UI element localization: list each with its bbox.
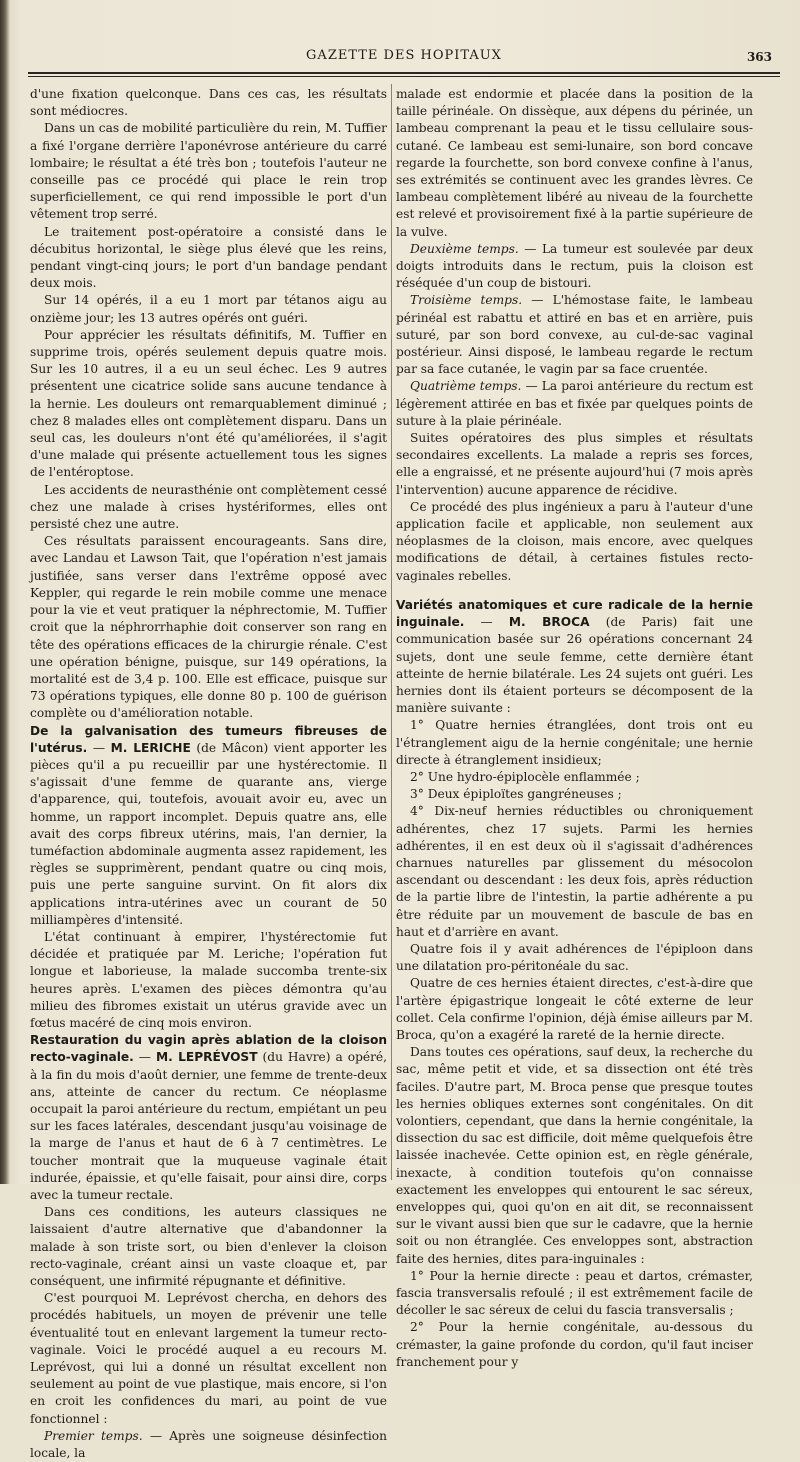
- step-label: Deuxième temps.: [410, 241, 519, 256]
- author-name: M. LEPRÉVOST: [156, 1050, 258, 1065]
- paragraph: [396, 717, 753, 769]
- paragraph: [30, 1032, 387, 1204]
- paragraph-text: — La tumeur est soulevée par deux doigts introduits dans le rectum, puis la cloison est réséquée d'un coup de bistouri.: [396, 241, 753, 291]
- paragraph: [396, 1268, 753, 1320]
- section-heading: De la galvanisation des tumeurs fibreuses de l'utérus.: [30, 723, 387, 755]
- paragraph-text: Quatre fois il y avait adhérences de l'épiploon dans une dilatation pro-péritonéale du sac.: [396, 941, 753, 974]
- paragraph-text: — La paroi antérieure du rectum est légèrement attirée en bas et fixée par quelques points de suture à la plaie périnéale.: [396, 379, 753, 428]
- step-label: Troisième temps.: [410, 293, 523, 308]
- paragraph-text: Ces résultats paraissent encourageants. Sans dire, avec Landau et Lawson Tait, que l'opération n'est jamais justifiée, sans verser dans l'extrême opposé avec Keppler, qui regarde le rein mobile comme une menace pour la vie et veut pratiquer la néphrectomie, M. Tuffier croit que la néphrorrhaphie doit conserver son rang en tête des opérations efficaces de la chirurgie rénale. C'est une opération bénigne, puisque, sur 149 opérations, la mortalité est de 3,4 p. 100. Elle est efficace, puisque sur 73 opérations typiques, elle donne 80 p. 100 de guérison complète ou d'amélioration notable.: [30, 534, 387, 721]
- paragraph: [396, 597, 753, 717]
- paragraph-text: — L'hémostase faite, le lambeau périnéal est rabattu et attiré en bas et en arrière, puis suturé, par son bord convexe, au cul-de-sac vaginal postérieur. Ainsi disposé, le lambeau regarde le rectum par sa face cutanée, le vagin par sa face cruentée.: [396, 293, 754, 377]
- author-name: M. LERICHE: [110, 740, 191, 755]
- left-text-column: [30, 86, 388, 1461]
- paragraph-text: 2° Pour la hernie congénitale, au-dessous du crémaster, la gaine profonde du cordon, qu'il faut inciser franchement pour y: [396, 1320, 753, 1369]
- paragraph-text: Sur 14 opérés, il a eu 1 mort par tétanos aigu au onzième jour; les 13 autres opérés ont guéri.: [30, 293, 387, 325]
- paragraph: [30, 482, 387, 534]
- paragraph: [30, 1428, 387, 1462]
- paragraph-text: (du Havre) a opéré, à la fin du mois d'août dernier, une femme de trente-deux ans, atteinte de cancer du rectum. Ce néoplasme occupait la paroi antérieure du rectum, empiétant un peu sur les faces latérales, descendant jusqu'au voisinage de la marge de l'anus et haut de 6 à 7 centimètres. Le toucher montrait que la muqueuse vaginale était indurée, épaissie, et qu'elle faisait, pour ainsi dire, corps avec la tumeur rectale.: [30, 1050, 388, 1202]
- paragraph: [396, 803, 753, 941]
- paragraph: [396, 430, 753, 499]
- paragraph: [396, 1044, 753, 1268]
- paragraph-text: d'une fixation quelconque. Dans ces cas, les résultats sont médiocres.: [30, 87, 387, 119]
- paragraph: [30, 292, 387, 326]
- section-heading: Variétés anatomiques et cure radicale de la hernie inguinale.: [396, 597, 753, 630]
- paragraph: [396, 769, 753, 786]
- paragraph: [396, 499, 753, 585]
- paragraph: [30, 327, 387, 482]
- paragraph-text: Le traitement post-opératoire a consisté dans le décubitus horizontal, le siège plus élevé que les reins, pendant vingt-cinq jours; le port d'un bandage pendant deux mois.: [30, 224, 387, 291]
- paragraph: [30, 723, 387, 929]
- paragraph-text: (de Mâcon) vient apporter les pièces qu'il a pu recueillir par une hystérectomie. Il s'agissait d'une femme de quarante ans, vierge d'apparence, qui, toutefois, avouait avoir eu, avec un homme, un rapport incomplet. Depuis quatre ans, elle avait des corps fibreux utérins, mais, l'an dernier, la tuméfaction abdominale augmenta assez rapidement, les règles se supprimèrent, pendant quatre ou cinq mois, puis une perte sanguine survint. On fit alors dix applications intra-utérines avec un courant de 50 milliampères d'intensité.: [30, 740, 388, 927]
- paragraph: [30, 533, 387, 722]
- column-divider: [391, 84, 392, 1180]
- page-number: 363: [746, 50, 772, 64]
- paragraph-text: 2° Une hydro-épiplocèle enflammée ;: [410, 769, 640, 784]
- paragraph-text: Dans un cas de mobilité particulière du rein, M. Tuffier a fixé l'organe derrière l'aponévrose antérieure du carré lombaire; le résultat a été très bon ; toutefois l'auteur ne conseille pas ce procédé qui place le rein trop superficiellement, ce qui rend impossible le port d'un vêtement trop serré.: [30, 121, 387, 222]
- page-binding-edge: [0, 0, 10, 1184]
- paragraph: [30, 224, 387, 293]
- step-label: Quatrième temps.: [410, 379, 522, 394]
- paragraph: [30, 120, 387, 223]
- right-text-column: [396, 86, 754, 1369]
- header-rule-thick: [28, 72, 780, 74]
- paragraph: [30, 86, 387, 120]
- paragraph-text: malade est endormie et placée dans la position de la taille périnéale. On dissèque, aux dépens du périnée, un lambeau comprenant la peau et le tissu cellulaire sous-cutané. Ce lambeau est semi-lunaire, son bord concave regarde la fourchette, son bord convexe confine à l'anus, ses extrémités se continuent avec les grandes lèvres. Ce lambeau complètement libéré au niveau de la fourchette est relevé et provisoirement fixé à la partie supérieure de la vulve.: [396, 87, 753, 239]
- paragraph-text: (de Paris) fait une communication basée sur 26 opérations concernant 24 sujets, dont une seule femme, cette dernière étant atteinte de hernie bilatérale. Les 24 sujets ont guéri. Les hernies dont ils étaient porteurs se décomposent de la manière suivante :: [396, 615, 754, 716]
- dash-separator: —: [464, 615, 509, 630]
- paragraph: [30, 1204, 387, 1290]
- paragraph: [396, 941, 753, 975]
- paragraph-text: Suites opératoires des plus simples et résultats secondaires excellents. La malade a repris ses forces, elle a engraissé, et ne présente aujourd'hui (7 mois après l'intervention) aucune apparence de récidive.: [396, 431, 753, 497]
- paragraph: [396, 975, 753, 1044]
- step-label: Premier temps.: [44, 1428, 143, 1443]
- paragraph: [396, 786, 753, 803]
- paragraph: [396, 86, 753, 241]
- paragraph-text: 3° Deux épiploïtes gangréneuses ;: [410, 787, 622, 802]
- paragraph-text: Dans toutes ces opérations, sauf deux, la recherche du sac, même petit et vide, et sa dissection ont été très faciles. D'autre part, M. Broca pense que presque toutes les hernies obliques externes sont congénitales. On dit volontiers, cependant, que dans la hernie congénitale, la dissection du sac est difficile, doit même quelquefois être laissée inachevée. Cette opinion est, en règle générale, inexacte, à condition toutefois qu'on connaisse exactement les enveloppes qui entourent le sac séreux, enveloppes qui, quoi qu'on en ait dit, se reconnaissent sur le vivant aussi bien que sur le cadavre, que la hernie soit ou non étranglée. Ces enveloppes sont, abstraction faite des hernies, dites para-inguinales :: [396, 1045, 753, 1266]
- paragraph-text: 1° Pour la hernie directe : peau et dartos, crémaster, fascia transversalis refoulé ; il est extrêmement facile de décoller le sac séreux de celui du fascia transversalis ;: [396, 1268, 753, 1318]
- paragraph-text: Les accidents de neurasthénie ont complètement cessé chez une malade à crises hystériformes, elles ont persisté chez une autre.: [30, 482, 387, 532]
- paragraph-text: C'est pourquoi M. Leprévost chercha, en dehors des procédés habituels, un moyen de prévenir une telle éventualité tout en enlevant largement la tumeur recto-vaginale. Voici le procédé auquel a eu recours M. Leprévost, qui lui a donné un résultat excellent non seulement au point de vue plastique, mais encore, si l'on en croit les confidences du mari, au point de vue fonctionnel :: [30, 1291, 387, 1426]
- running-header: [28, 44, 780, 74]
- journal-title: GAZETTE DES HOPITAUX: [306, 48, 502, 63]
- paragraph-text: 4° Dix-neuf hernies réductibles ou chroniquement adhérentes, chez 17 sujets. Parmi les hernies adhérentes, il en est deux où il s'agissait d'adhérences charnues naturelles par glissement du mésocolon ascendant ou descendant : les deux fois, après réduction de la partie libre de l'intestin, la partie adhérente a pu être réduite par un mouvement de bascule de bas en haut et d'arrière en avant.: [396, 804, 753, 939]
- paragraph: [396, 292, 753, 378]
- author-name: M. BROCA: [508, 615, 590, 630]
- section-heading: Restauration du vagin après ablation de la cloison recto-vaginale.: [30, 1033, 387, 1065]
- paragraph-text: Ce procédé des plus ingénieux a paru à l'auteur d'une application facile et applicable, non seulement aux néoplasmes de la cloison, mais encore, avec quelques modifications de détail, à certaines fistules recto-vaginales rebelles.: [396, 499, 753, 583]
- paragraph-text: — Après une soigneuse désinfection locale, la: [30, 1428, 387, 1461]
- paragraph-text: 1° Quatre hernies étranglées, dont trois ont eu l'étranglement aigu de la hernie congénitale; une hernie directe à étranglement insidieux;: [396, 718, 753, 767]
- paragraph-text: Dans ces conditions, les auteurs classiques ne laissaient d'autre alternative que d'abandonner la malade à son triste sort, ou bien d'enlever la cloison recto-vaginale, créant ainsi un vaste cloaque et, par conséquent, une infirmité répugnante et définitive.: [30, 1205, 387, 1289]
- paragraph: [396, 241, 753, 293]
- paragraph: [396, 1319, 753, 1371]
- paragraph: [30, 929, 387, 1032]
- dash-separator: —: [133, 1050, 156, 1065]
- paragraph-text: Pour apprécier les résultats définitifs, M. Tuffier en supprime trois, opérés seulement depuis quatre mois. Sur les 10 autres, il a eu un seul échec. Les 9 autres présentent une cicatrice solide sans aucune tendance à la hernie. Les douleurs ont remarquablement diminué ; chez 8 malades elles ont complètement disparu. Dans un seul cas, les douleurs n'ont été qu'améliorées, il s'agit d'une malade qui présente actuellement tous les signes de l'entéroptose.: [30, 327, 387, 480]
- dash-separator: —: [87, 740, 111, 755]
- paragraph: [30, 1290, 387, 1428]
- header-rule-thin: [28, 76, 780, 77]
- paragraph-text: L'état continuant à empirer, l'hystérectomie fut décidée et pratiquée par M. Leriche; l'opération fut longue et laborieuse, la malade succomba trente-six heures après. L'examen des pièces démontra qu'au milieu des fibromes existait un utérus gravide avec un fœtus macéré de cinq mois environ.: [30, 929, 387, 1030]
- paragraph-text: Quatre de ces hernies étaient directes, c'est-à-dire que l'artère épigastrique longeait le côté externe de leur collet. Cela confirme l'opinion, déjà émise ailleurs par M. Broca, qu'on a exagéré la rareté de la hernie directe.: [396, 976, 753, 1042]
- paragraph: [396, 378, 753, 430]
